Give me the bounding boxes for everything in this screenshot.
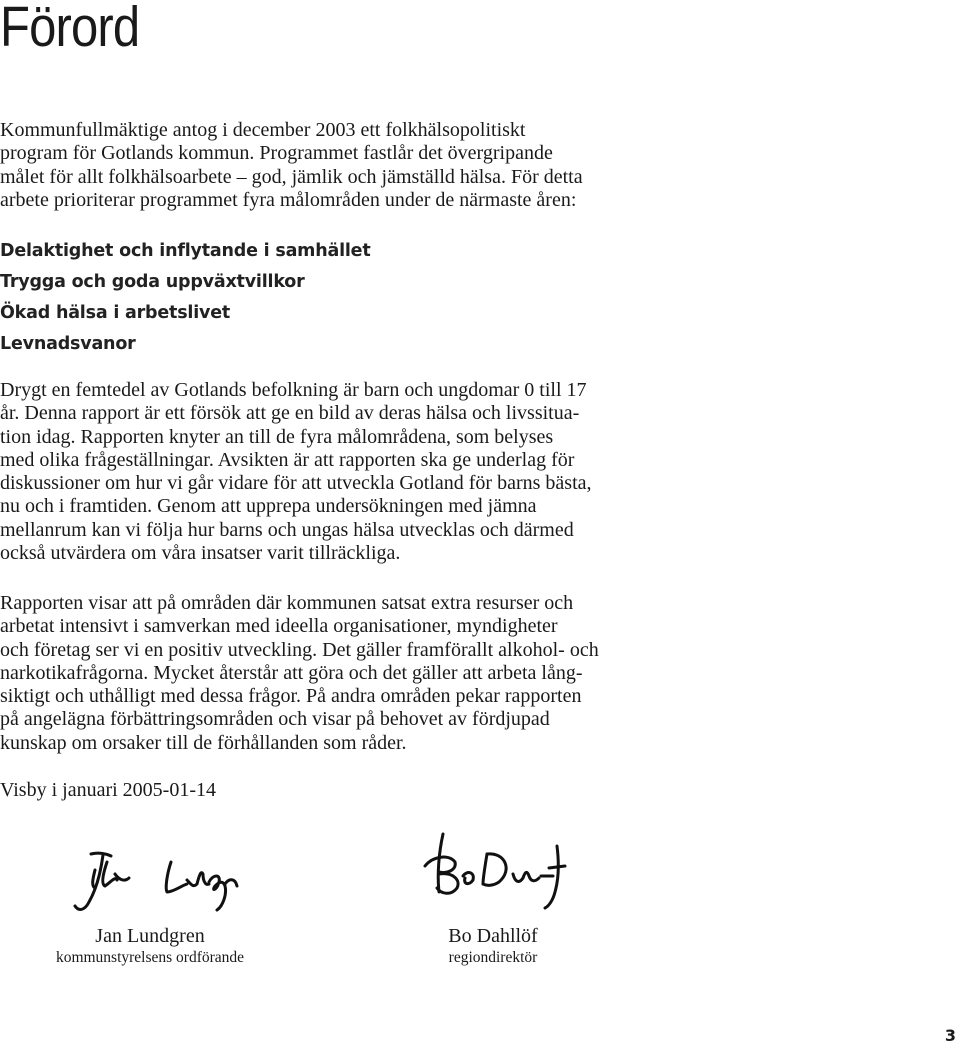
signature-block-right	[398, 826, 588, 968]
paragraph-line: Kommunfullmäktige antog i december 2003 ett folkhälsopolitiskt	[0, 119, 526, 141]
page-title: Förord	[0, 0, 140, 59]
focus-area-list	[0, 236, 371, 360]
paragraph-line: målet för allt folkhälsoarbete – god, jämlik och jämställd hälsa. För detta	[0, 165, 583, 188]
handwritten-signature-left	[55, 840, 245, 924]
paragraph-line: med olika frågeställningar. Avsikten är att rapporten ska ge underlag för	[0, 448, 575, 471]
body-paragraph-2	[0, 592, 599, 755]
paragraph-line: siktigt och uthålligt med dessa frågor. På andra områden pekar rapporten	[0, 685, 582, 708]
signature-block-left	[40, 840, 260, 968]
paragraph-line: kunskap om orsaker till de förhållanden som råder.	[0, 731, 407, 754]
signatory-role: regiondirektör	[448, 949, 538, 966]
paragraph-line: år. Denna rapport är ett försök att ge en bild av deras hälsa och livssitua-	[0, 402, 580, 425]
paragraph-line: tion idag. Rapporten knyter an till de fyra målområdena, som belyses	[0, 425, 554, 448]
paragraph-line: mellanrum kan vi följa hur barns och ungas hälsa utvecklas och därmed	[0, 518, 574, 541]
paragraph-line: Drygt en femtedel av Gotlands befolkning är barn och ungdomar 0 till 17	[0, 379, 587, 401]
paragraph-line: på angelägna förbättringsområden och visar på behovet av fördjupad	[0, 708, 550, 731]
paragraph-line: arbete prioriterar programmet fyra målområden under de närmaste åren:	[0, 188, 577, 211]
signatory-role: kommunstyrelsens ordförande	[55, 949, 245, 966]
paragraph-line: också utvärdera om våra insatser varit tillräckliga.	[0, 542, 401, 565]
signatory-name: Jan Lundgren	[95, 925, 205, 947]
focus-area-item: Trygga och goda uppväxtvillkor	[0, 272, 305, 292]
paragraph-line: och företag ser vi en positiv utveckling. Det gäller framförallt alkohol- och	[0, 638, 599, 661]
handwritten-signature-right	[403, 826, 583, 924]
place-and-date: Visby i januari 2005-01-14	[0, 779, 216, 801]
focus-area-item: Ökad hälsa i arbetslivet	[0, 303, 231, 323]
paragraph-line: Rapporten visar att på områden där kommunen satsat extra resurser och	[0, 592, 574, 614]
focus-area-item: Levnadsvanor	[0, 334, 136, 354]
signatory-name: Bo Dahllöf	[448, 925, 538, 947]
paragraph-line: arbetat intensivt i samverkan med ideella organisationer, myndigheter	[0, 615, 558, 638]
paragraph-line: nu och i framtiden. Genom att upprepa undersökningen med jämna	[0, 495, 537, 518]
paragraph-line: program för Gotlands kommun. Programmet fastlår det övergripande	[0, 142, 553, 165]
body-paragraph-1	[0, 379, 592, 565]
page-number: 3	[944, 1026, 956, 1045]
paragraph-line: diskussioner om hur vi går vidare för att utveckla Gotland för barns bästa,	[0, 472, 592, 495]
focus-area-item: Delaktighet och inflytande i samhället	[0, 241, 371, 261]
paragraph-line: narkotikafrågorna. Mycket återstår att göra och det gäller att arbeta lång-	[0, 661, 583, 684]
intro-paragraph	[0, 119, 583, 212]
